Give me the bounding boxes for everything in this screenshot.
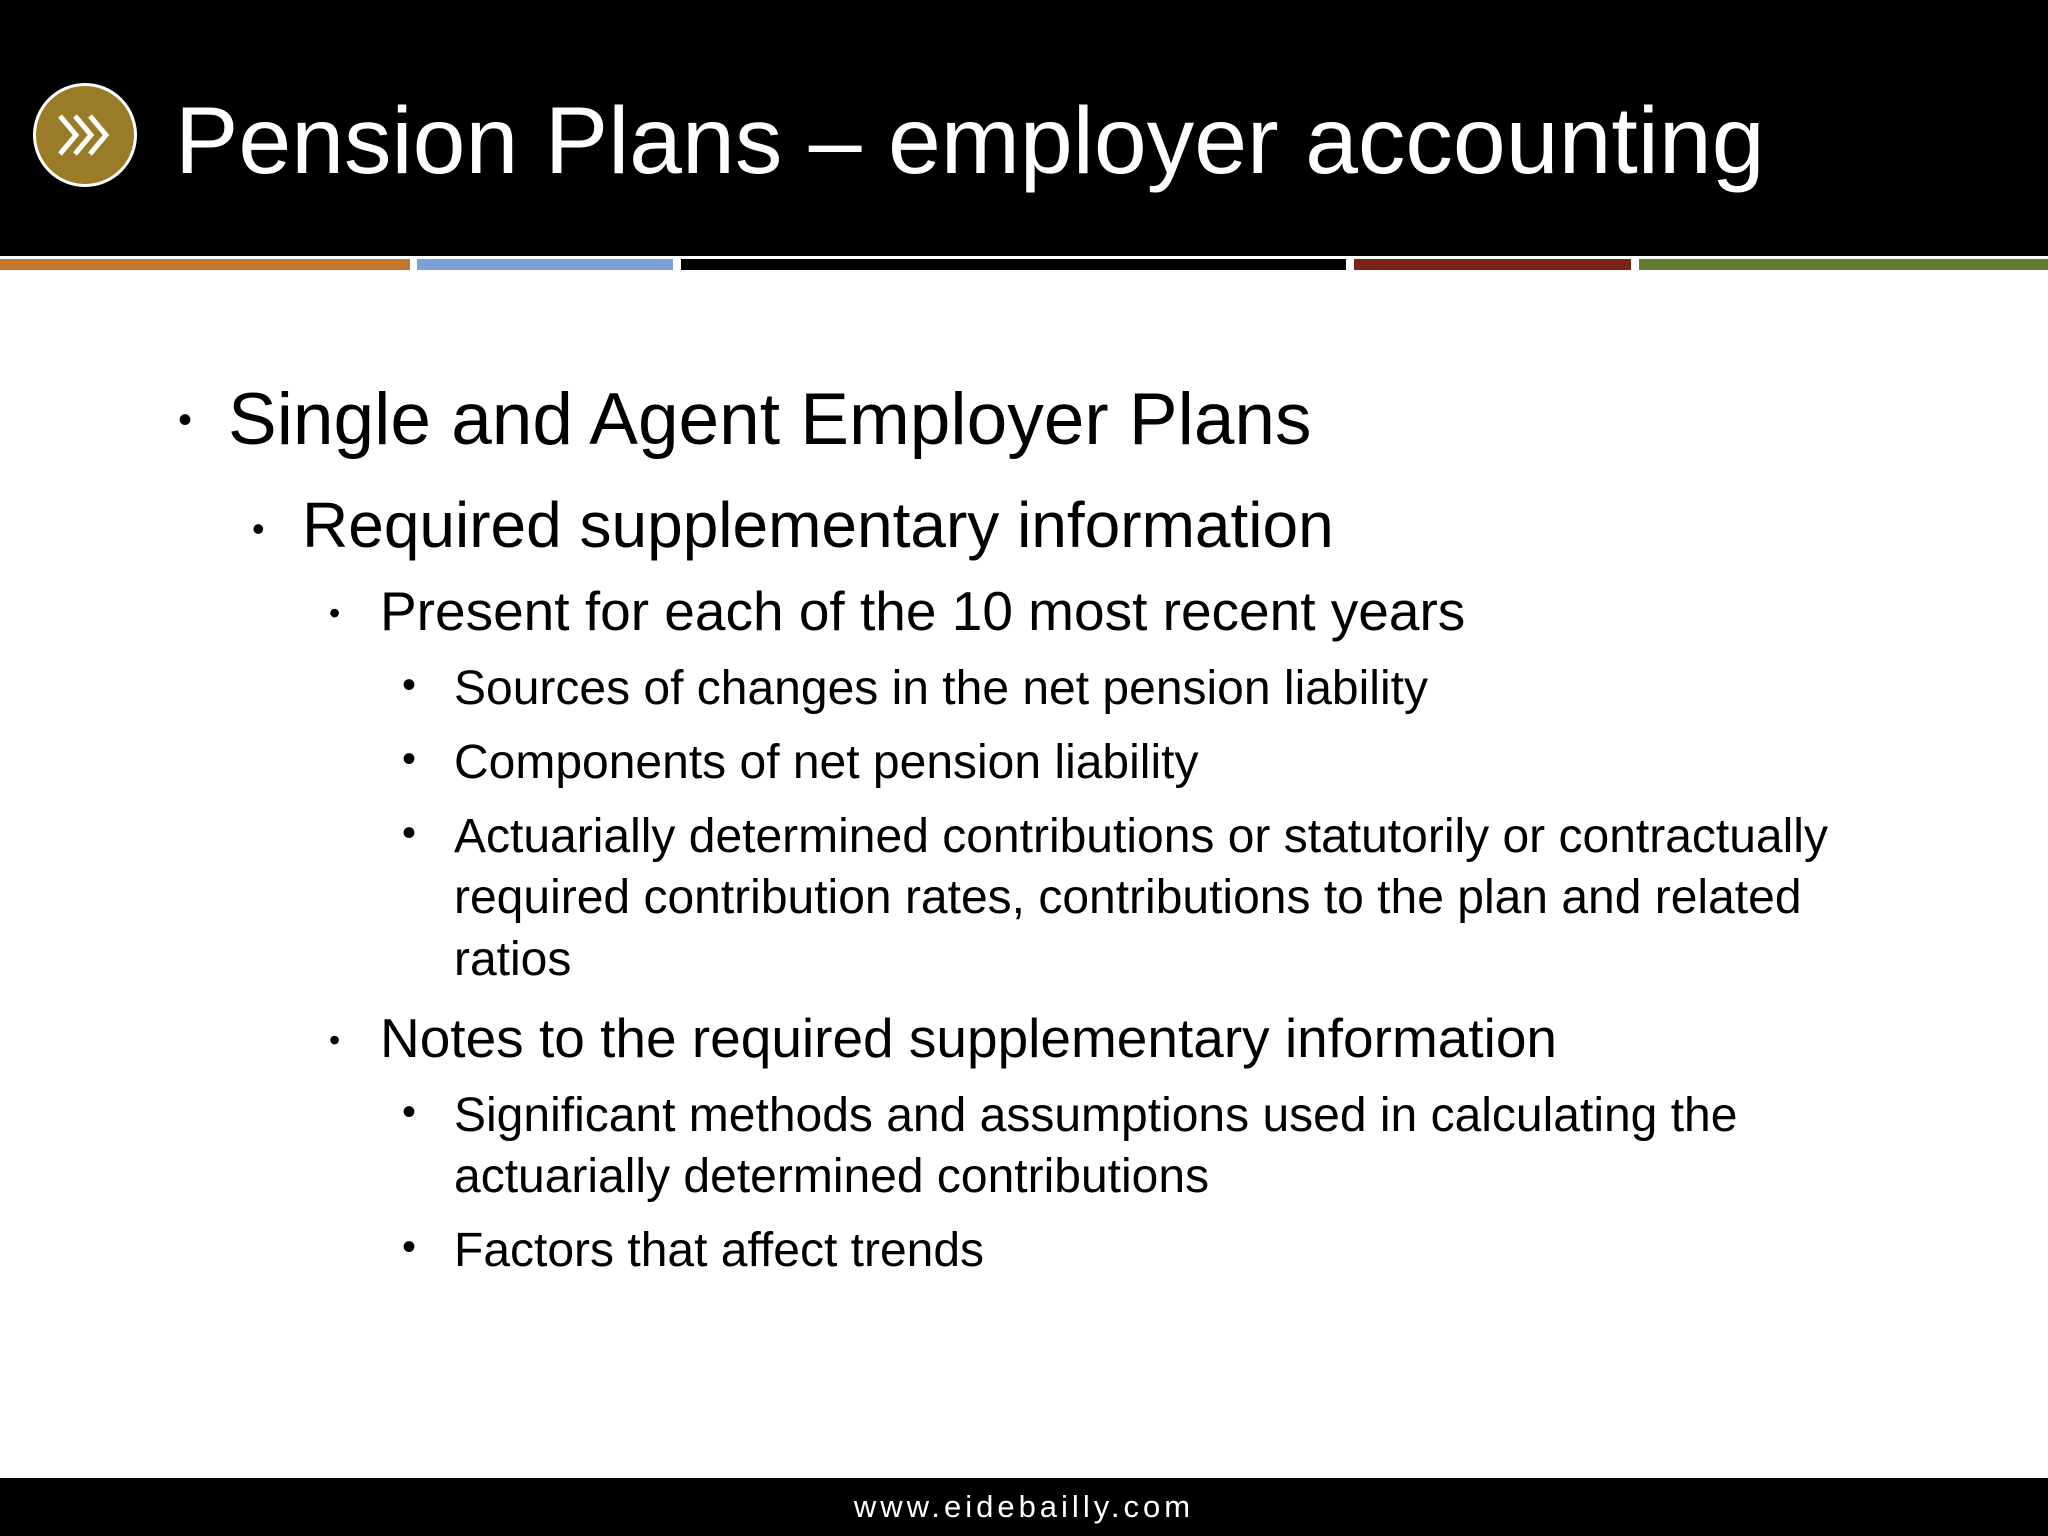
item-components-net-liability: Components of net pension liability bbox=[454, 736, 1199, 789]
bullet-marker: • bbox=[402, 811, 417, 855]
item-actuarial-line-2: required contribution rates, contributions to the plan and related bbox=[454, 871, 1802, 924]
bullet-marker: • bbox=[252, 508, 265, 549]
bullet-marker: • bbox=[329, 1022, 341, 1058]
item-significant-line-2: actuarially determined contributions bbox=[454, 1150, 1210, 1203]
slide-title: Pension Plans – employer accounting bbox=[175, 88, 1765, 194]
item-actuarial-line-1: Actuarially determined contributions or statutorily or contractually bbox=[454, 810, 1828, 863]
bullet-marker: • bbox=[178, 398, 193, 442]
bullet-marker: • bbox=[402, 1225, 417, 1269]
item-notes-rsi: Notes to the required supplementary information bbox=[380, 1007, 1558, 1069]
bullet-marker: • bbox=[402, 663, 417, 707]
accent-stripe-blue bbox=[417, 259, 673, 270]
item-sources-of-changes: Sources of changes in the net pension liability bbox=[454, 662, 1428, 715]
bullet-marker: • bbox=[402, 737, 417, 781]
footer-bar bbox=[0, 1478, 2048, 1536]
accent-stripe-orange bbox=[0, 259, 410, 270]
footer-url: www.eidebailly.com bbox=[853, 1489, 1195, 1524]
item-required-supplementary-info: Required supplementary information bbox=[302, 489, 1334, 561]
item-present-10-years: Present for each of the 10 most recent years bbox=[380, 580, 1466, 642]
chevron-arrows-icon bbox=[36, 86, 134, 184]
heading-single-agent-plans: Single and Agent Employer Plans bbox=[228, 379, 1312, 460]
accent-stripe-green bbox=[1639, 259, 2048, 270]
logo bbox=[33, 83, 137, 187]
accent-stripe-red bbox=[1354, 259, 1631, 270]
bullet-marker: • bbox=[329, 595, 341, 631]
bullet-marker: • bbox=[402, 1090, 417, 1134]
item-significant-line-1: Significant methods and assumptions used in calculating the bbox=[454, 1089, 1738, 1142]
title-bar bbox=[0, 0, 2048, 256]
item-factors-trends: Factors that affect trends bbox=[454, 1224, 985, 1277]
item-actuarial-line-3: ratios bbox=[454, 933, 572, 986]
accent-stripe-black bbox=[681, 259, 1346, 270]
